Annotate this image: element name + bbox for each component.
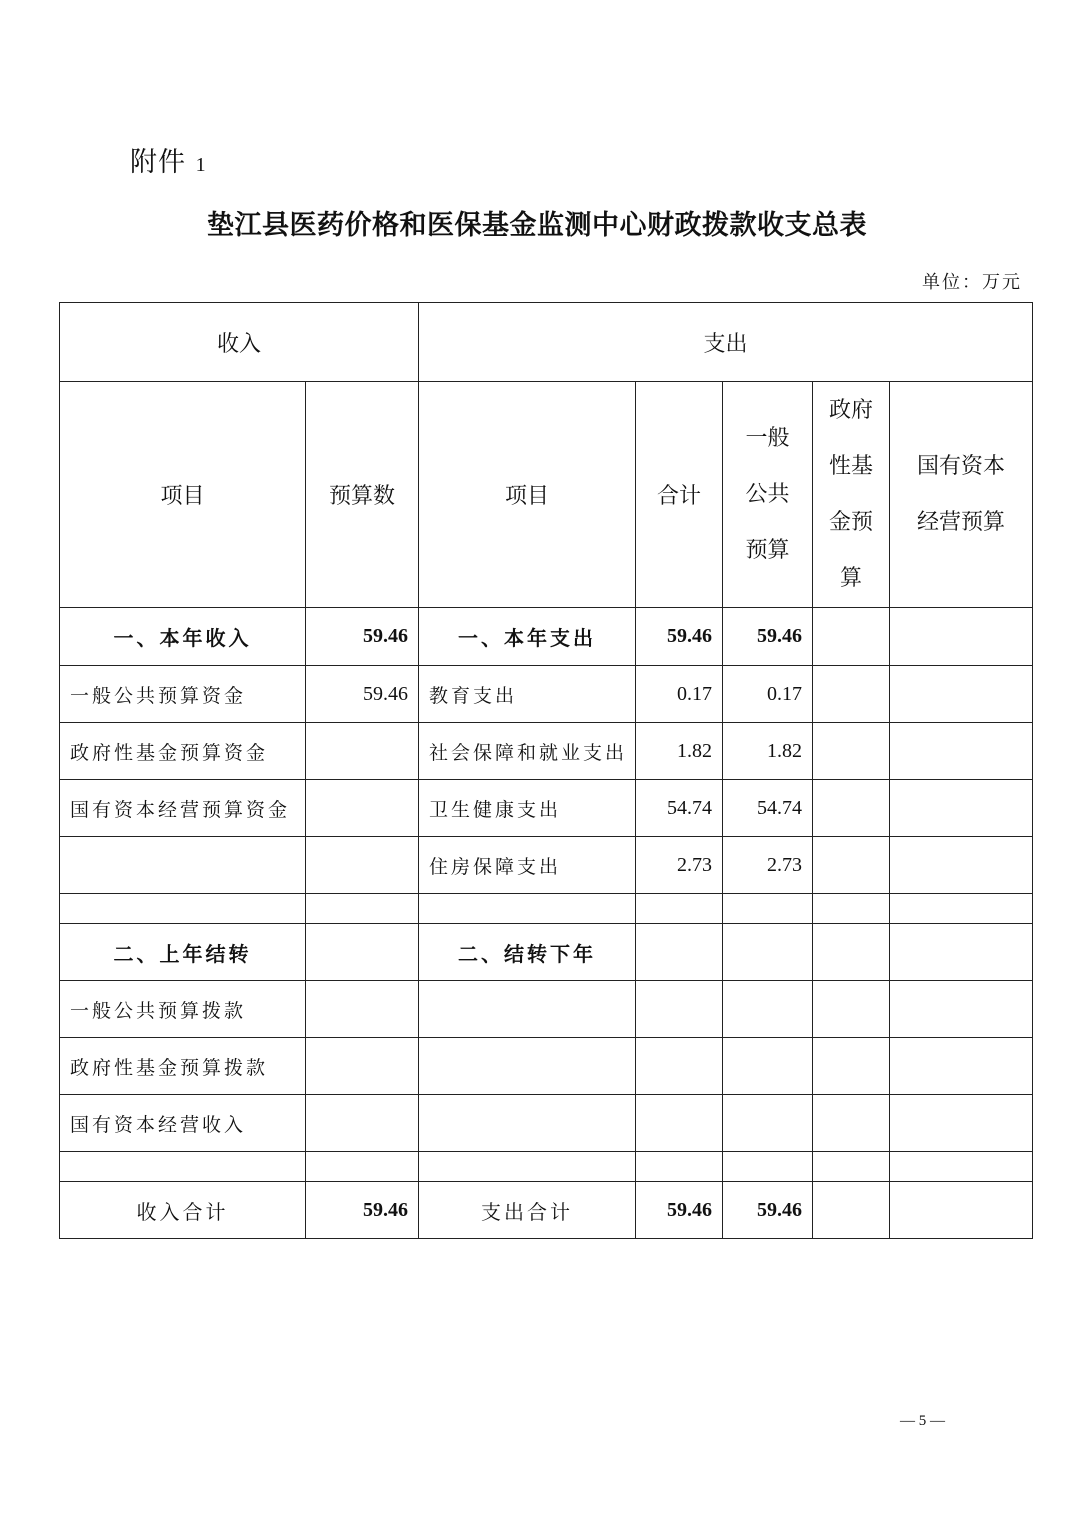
expense-item-cell: 住房保障支出 (419, 837, 636, 894)
table-row (60, 1038, 1033, 1095)
expense-total-cell: 0.17 (636, 666, 723, 723)
soe-capital-cell (890, 666, 1033, 723)
expense-total-cell (636, 1038, 723, 1095)
document-title: 垫江县医药价格和医保基金监测中心财政拨款收支总表 (207, 210, 867, 241)
gov-fund-cell (813, 1152, 890, 1182)
income-total-value: 59.46 (306, 1182, 419, 1239)
income-item-cell: 一般公共预算资金 (60, 666, 306, 723)
income-item-cell (60, 1152, 306, 1182)
expense-total-cell (636, 924, 723, 981)
table-row (60, 837, 1033, 894)
income-budget-cell (306, 924, 419, 981)
income-budget-cell (306, 894, 419, 924)
gov-header-line-2: 性基 (829, 453, 874, 479)
general-budget-cell (723, 1038, 813, 1095)
expense-item-cell (419, 1095, 636, 1152)
general-header-line-2: 公共 (745, 481, 790, 507)
expense-item-cell (419, 1038, 636, 1095)
income-item-cell: 二、上年结转 (60, 924, 306, 981)
expense-item-cell: 二、结转下年 (419, 924, 636, 981)
expense-item-cell (419, 1152, 636, 1182)
table-row (60, 666, 1033, 723)
expense-item-cell: 社会保障和就业支出 (419, 723, 636, 780)
expense-total-cell (636, 894, 723, 924)
expense-item-header: 项目 (419, 382, 636, 608)
soe-capital-cell (890, 1152, 1033, 1182)
income-budget-cell (306, 1095, 419, 1152)
gov-header-line-4: 算 (840, 565, 863, 591)
soe-capital-total-value (890, 1182, 1033, 1239)
income-item-cell (60, 894, 306, 924)
income-budget-cell (306, 1038, 419, 1095)
income-budget-cell (306, 1152, 419, 1182)
gov-fund-cell (813, 723, 890, 780)
gov-fund-cell (813, 981, 890, 1038)
attachment-text: 附件 (130, 147, 186, 178)
soe-capital-cell (890, 894, 1033, 924)
soe-capital-cell (890, 1095, 1033, 1152)
gov-fund-header (813, 382, 890, 608)
general-budget-cell (723, 1095, 813, 1152)
income-item-cell: 政府性基金预算拨款 (60, 1038, 306, 1095)
income-budget-cell (306, 837, 419, 894)
gov-fund-cell (813, 780, 890, 837)
soe-capital-cell (890, 981, 1033, 1038)
expense-total-cell (636, 1095, 723, 1152)
general-budget-cell (723, 894, 813, 924)
page-number: — 5 — (900, 1413, 945, 1429)
expense-total-cell: 54.74 (636, 780, 723, 837)
expense-item-cell: 一、本年支出 (419, 608, 636, 666)
table-row (60, 608, 1033, 666)
gov-fund-cell (813, 666, 890, 723)
table-row (60, 894, 1033, 924)
table-header-row-1 (60, 303, 1033, 382)
gov-fund-cell (813, 837, 890, 894)
expense-total-label: 支出合计 (419, 1182, 636, 1239)
expense-item-cell (419, 894, 636, 924)
general-budget-cell: 54.74 (723, 780, 813, 837)
expense-total-cell (636, 981, 723, 1038)
attachment-label (130, 140, 217, 179)
table-row (60, 1152, 1033, 1182)
expense-total-value: 59.46 (636, 1182, 723, 1239)
table-header-row-2 (60, 382, 1033, 608)
gov-fund-total-value (813, 1182, 890, 1239)
soe-capital-cell (890, 780, 1033, 837)
income-item-header: 项目 (60, 382, 306, 608)
gov-fund-cell (813, 894, 890, 924)
general-budget-cell (723, 981, 813, 1038)
gov-fund-cell (813, 1038, 890, 1095)
general-budget-header (723, 382, 813, 608)
soe-header-line-2: 经营预算 (917, 509, 1006, 535)
income-budget-cell: 59.46 (306, 608, 419, 666)
expense-item-cell: 教育支出 (419, 666, 636, 723)
general-header-line-1: 一般 (745, 425, 790, 451)
soe-header-line-1: 国有资本 (917, 453, 1006, 479)
table-row (60, 924, 1033, 981)
expense-item-cell (419, 981, 636, 1038)
table-total-row (60, 1182, 1033, 1239)
table-row (60, 981, 1033, 1038)
soe-capital-cell (890, 723, 1033, 780)
income-item-cell: 国有资本经营收入 (60, 1095, 306, 1152)
table-row (60, 1095, 1033, 1152)
soe-capital-cell (890, 837, 1033, 894)
income-total-label: 收入合计 (60, 1182, 306, 1239)
general-budget-cell: 1.82 (723, 723, 813, 780)
gov-fund-cell (813, 924, 890, 981)
income-budget-cell (306, 780, 419, 837)
income-budget-cell (306, 723, 419, 780)
general-budget-cell: 2.73 (723, 837, 813, 894)
expense-header: 支出 (419, 303, 1033, 382)
income-item-cell: 国有资本经营预算资金 (60, 780, 306, 837)
unit-label: 单位：万元 (922, 272, 1022, 293)
income-budget-cell (306, 981, 419, 1038)
expense-total-cell (636, 1152, 723, 1182)
table-row (60, 780, 1033, 837)
general-budget-cell (723, 1152, 813, 1182)
income-item-cell: 一般公共预算拨款 (60, 981, 306, 1038)
general-budget-cell (723, 924, 813, 981)
gov-fund-cell (813, 608, 890, 666)
attachment-number: 1 (195, 154, 207, 176)
gov-fund-cell (813, 1095, 890, 1152)
gov-header-line-3: 金预 (829, 509, 874, 535)
budget-summary-table (59, 302, 1033, 1239)
soe-capital-header (890, 382, 1033, 608)
general-header-line-3: 预算 (745, 537, 790, 563)
general-total-value: 59.46 (723, 1182, 813, 1239)
income-budget-header: 预算数 (306, 382, 419, 608)
expense-total-cell: 59.46 (636, 608, 723, 666)
income-header: 收入 (60, 303, 419, 382)
general-budget-cell: 59.46 (723, 608, 813, 666)
income-budget-cell: 59.46 (306, 666, 419, 723)
soe-capital-cell (890, 1038, 1033, 1095)
income-item-cell (60, 837, 306, 894)
expense-total-header: 合计 (636, 382, 723, 608)
soe-capital-cell (890, 924, 1033, 981)
expense-total-cell: 1.82 (636, 723, 723, 780)
general-budget-cell: 0.17 (723, 666, 813, 723)
income-item-cell: 政府性基金预算资金 (60, 723, 306, 780)
expense-item-cell: 卫生健康支出 (419, 780, 636, 837)
income-item-cell: 一、本年收入 (60, 608, 306, 666)
soe-capital-cell (890, 608, 1033, 666)
table-row (60, 723, 1033, 780)
expense-total-cell: 2.73 (636, 837, 723, 894)
gov-header-line-1: 政府 (829, 397, 874, 423)
